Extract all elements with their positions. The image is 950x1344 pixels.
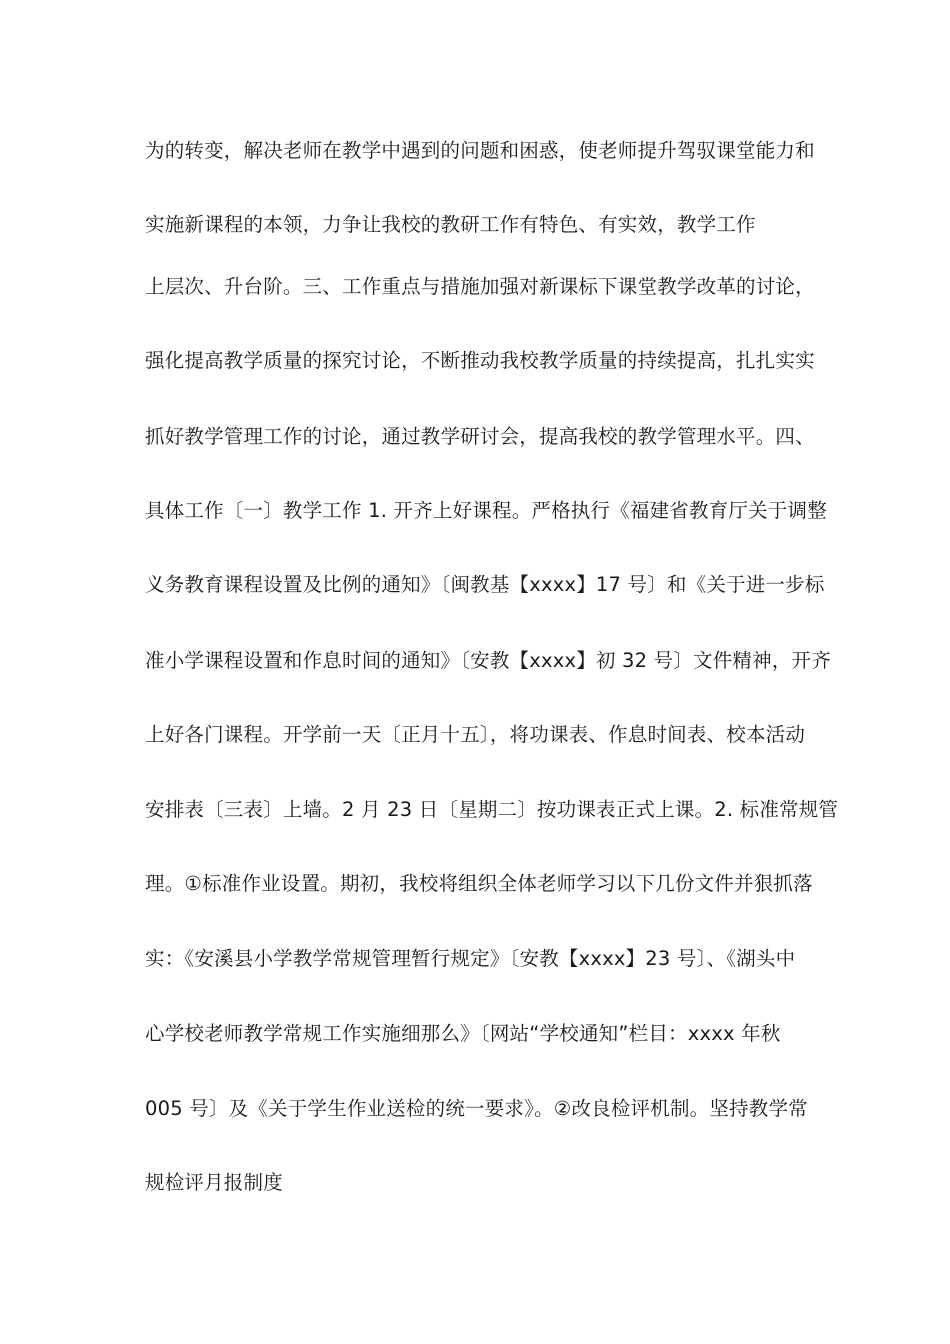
body-text-line: 为的转变，解决老师在教学中遇到的问题和困惑，使老师提升驾驭课堂能力和	[145, 139, 815, 162]
body-text-line: 005 号〕及《关于学生作业送检的统一要求》。②改良检评机制。坚持教学常	[145, 1097, 808, 1120]
body-text-line: 实施新课程的本领，力争让我校的教研工作有特色、有实效，教学工作	[145, 213, 756, 236]
body-text-line: 上层次、升台阶。三、工作重点与措施加强对新课标下课堂教学改革的讨论，	[145, 275, 815, 298]
body-text-line: 上好各门课程。开学前一天〔正月十五〕，将功课表、作息时间表、校本活动	[145, 723, 806, 746]
body-text-line: 理。①标准作业设置。期初，我校将组织全体老师学习以下几份文件并狠抓落	[145, 872, 813, 895]
body-text-line: 规检评月报制度	[145, 1171, 283, 1194]
body-text-line: 心学校老师教学常规工作实施细那么》〔网站“学校通知”栏目：xxxx 年秋	[145, 1022, 781, 1045]
body-text-line: 实：《安溪县小学教学常规管理暂行规定》〔安教【xxxx】23 号〕、《湖头中	[145, 947, 796, 970]
body-text-line: 准小学课程设置和作息时间的通知》〔安教【xxxx】初 32 号〕文件精神，开齐	[145, 649, 831, 672]
body-text-line: 强化提高教学质量的探究讨论，不断推动我校教学质量的持续提高，扎扎实实	[145, 349, 815, 372]
body-text-line: 抓好教学管理工作的讨论，通过教学研讨会，提高我校的教学管理水平。四、	[145, 425, 815, 448]
body-text-line: 义务教育课程设置及比例的通知》〔闽教基【xxxx】17 号〕和《关于进一步标	[145, 573, 825, 596]
body-text-line: 安排表〔三表〕上墙。2 月 23 日〔星期二〕按功课表正式上课。2. 标准常规管	[145, 798, 839, 821]
body-text-line: 具体工作〔一〕教学工作 1. 开齐上好课程。严格执行《福建省教育厅关于调整	[145, 499, 827, 522]
